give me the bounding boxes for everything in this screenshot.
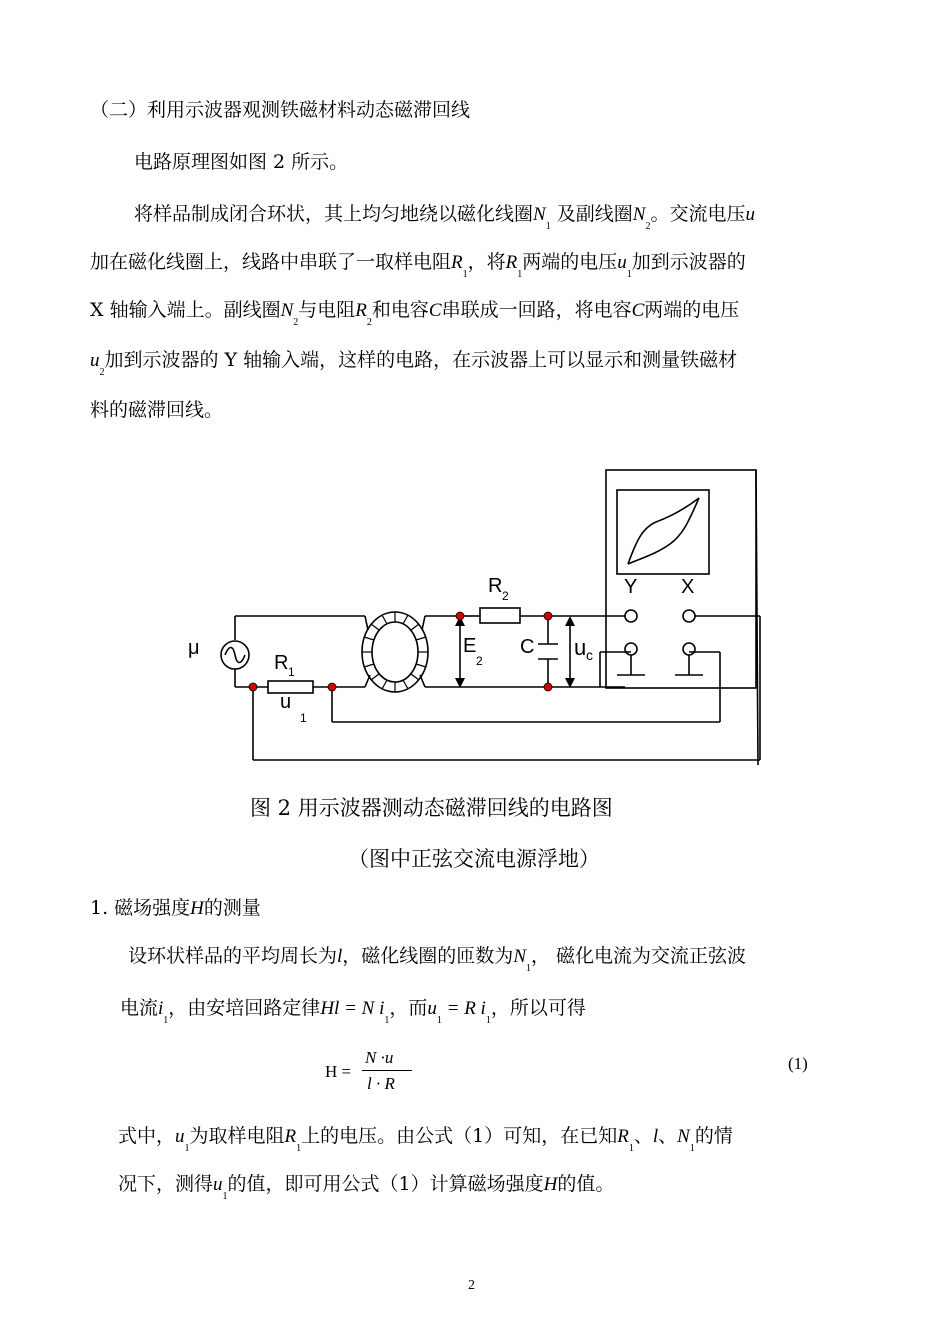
u1-subscript: 1 [300, 711, 307, 725]
symbol-i: i [158, 998, 164, 1019]
symbol-N: N [280, 300, 294, 321]
text-run: ， 磁化电流为交流正弦波 [531, 945, 747, 967]
circuit-diagram [180, 460, 780, 770]
symbol-u: u [617, 252, 627, 273]
subscript: 1 [163, 1015, 169, 1026]
text-run: 的情 [694, 1125, 733, 1147]
subscript: 1 [526, 963, 531, 974]
figure-subcaption: （图中正弦交流电源浮地） [348, 847, 600, 871]
text-run: ，磁化线圈的匝数为 [342, 945, 514, 967]
section-heading: （二）利用示波器观测铁磁材料动态磁滞回线 [90, 99, 471, 121]
u1-label: u [280, 691, 292, 713]
text-run: ，而 [389, 997, 428, 1019]
subscript: 1 [485, 1015, 491, 1026]
text-run: 式中， [118, 1125, 176, 1147]
subscript: 1 [626, 269, 632, 280]
equation-ri: R i [464, 998, 486, 1019]
symbol-C: C [631, 300, 645, 321]
junction-dot [456, 612, 464, 620]
symbol-u: u [90, 350, 100, 371]
text-run: 加到示波器的 [631, 251, 746, 273]
subscript: 1 [384, 1015, 390, 1026]
paragraph-line [118, 1172, 614, 1200]
paragraph-line [90, 348, 737, 376]
formula-lhs: H = [325, 1062, 352, 1081]
paragraph-line [120, 996, 586, 1024]
page-number: 2 [468, 1278, 475, 1293]
equation-equals: = [339, 998, 362, 1019]
symbol-N: N [632, 204, 646, 225]
symbol-R: R [284, 1126, 297, 1147]
subscript: 1 [545, 221, 551, 232]
text-run: 加在磁化线圈上，线路中串联了一取样电阻 [90, 251, 452, 273]
text-run: 串联成一回路，将电容 [441, 299, 632, 321]
ground-terminal [683, 643, 695, 655]
fraction-bar [362, 1070, 412, 1071]
subscript: 1 [517, 269, 523, 280]
text-run: 、 [633, 1125, 653, 1147]
text-run: 加到示波器的 Y 轴输入端，这样的电路，在示波器上可以显示和测量铁磁材 [104, 349, 738, 371]
text-run: 电流 [120, 997, 159, 1019]
equation-u1: u [427, 998, 437, 1019]
subscript: 1 [462, 269, 468, 280]
symbol-l: l [337, 946, 343, 967]
text-run: 的值，即可用公式（1）计算磁场强度 [227, 1173, 544, 1195]
x-axis-label: X [681, 576, 695, 598]
figure-caption: 图 2 用示波器测动态磁滞回线的电路图 [250, 796, 613, 820]
formula-denominator: l · R [367, 1074, 395, 1093]
text-run: 、 [658, 1125, 678, 1147]
oscilloscope-screen [617, 490, 709, 574]
equation-ni: N i [361, 998, 385, 1019]
junction-dot [328, 683, 336, 691]
uc-subscript: c [586, 647, 593, 663]
symbol-N: N [533, 204, 546, 225]
text-run: 两端的电压 [522, 251, 618, 273]
section-title [90, 896, 261, 921]
symbol-N: N [677, 1126, 690, 1147]
symbol-l: l [652, 1126, 659, 1147]
paragraph-line [128, 944, 746, 972]
text-run: 况下，测得 [118, 1173, 214, 1195]
symbol-N: N [513, 946, 526, 967]
formula-numerator: N ·u [365, 1048, 394, 1067]
text-run: ，由安培回路定律 [168, 997, 321, 1019]
r2-label: R [488, 575, 503, 597]
text-run: 及副线圈 [556, 203, 633, 225]
equation-equals: = [441, 998, 465, 1019]
paragraph-line [118, 1124, 733, 1152]
text-run: 1. 磁场强度 [90, 897, 191, 919]
text-run: 的值。 [557, 1173, 615, 1195]
subscript: 1 [628, 1143, 634, 1154]
text-run: 。交流电压 [650, 203, 746, 225]
ground-terminal [625, 643, 637, 655]
y-axis-label: Y [624, 576, 638, 598]
paragraph-line [90, 298, 739, 326]
symbol-u: u [745, 204, 755, 225]
r2-subscript: 2 [502, 589, 509, 603]
symbol-u: u [213, 1174, 223, 1195]
sine-wave-icon [225, 648, 245, 663]
oscilloscope-right-edge [756, 470, 758, 765]
text-run: 设环状样品的平均周长为 [128, 945, 338, 967]
text-run: 和电容 [371, 299, 429, 321]
subscript: 2 [99, 367, 105, 378]
terminal-x [683, 610, 695, 622]
capacitor-label: C [520, 636, 535, 658]
text-run: 上的电压。由公式（1）可知，在已知 [301, 1125, 618, 1147]
r1-subscript: 1 [288, 665, 295, 679]
junction-dot [544, 612, 552, 620]
equation-hl: Hl [320, 998, 340, 1019]
paragraph-line [134, 202, 755, 230]
paragraph-line [90, 398, 223, 422]
symbol-C: C [428, 300, 442, 321]
text-run: ，所以可得 [490, 997, 586, 1019]
r1-label: R [274, 652, 289, 674]
text-run: X 轴输入端上。副线圈 [90, 299, 281, 321]
symbol-H: H [543, 1174, 558, 1195]
paragraph-intro: 电路原理图如图 2 所示。 [134, 151, 349, 173]
symbol-R: R [505, 252, 518, 273]
text-run: 两端的电压 [644, 299, 740, 321]
hysteresis-loop [628, 498, 699, 564]
subscript: 2 [293, 317, 299, 328]
resistor-r2 [480, 608, 520, 623]
subscript: 1 [296, 1143, 302, 1154]
subscript: 1 [222, 1191, 228, 1202]
text-run: 为取样电阻 [189, 1125, 285, 1147]
subscript: 2 [366, 317, 372, 328]
text-run: 料的磁滞回线。 [90, 399, 224, 421]
symbol-u: u [175, 1126, 185, 1147]
subscript: 1 [689, 1143, 695, 1154]
hysteresis-loop [628, 498, 699, 564]
symbol-R: R [451, 252, 463, 273]
formula-number: (1) [788, 1054, 808, 1073]
subscript: 2 [645, 221, 651, 232]
uc-label: u [574, 635, 587, 660]
symbol-R: R [355, 300, 367, 321]
text-run: 与电阻 [298, 299, 356, 321]
e2-subscript: 2 [476, 654, 483, 668]
text-run: 将样品制成闭合环状，其上均匀地绕以磁化线圈 [134, 203, 534, 225]
junction-dot [544, 683, 552, 691]
subscript: 1 [436, 1015, 442, 1026]
text-run: 的测量 [203, 897, 261, 919]
symbol-H: H [190, 898, 204, 919]
terminal-y [625, 610, 637, 622]
text-run: ，将 [467, 251, 506, 273]
e2-label: E [463, 635, 477, 657]
paragraph-line [90, 250, 746, 278]
subscript: 1 [184, 1143, 190, 1154]
symbol-R: R [617, 1126, 629, 1147]
junction-dot [249, 683, 257, 691]
source-label: μ [188, 637, 200, 659]
